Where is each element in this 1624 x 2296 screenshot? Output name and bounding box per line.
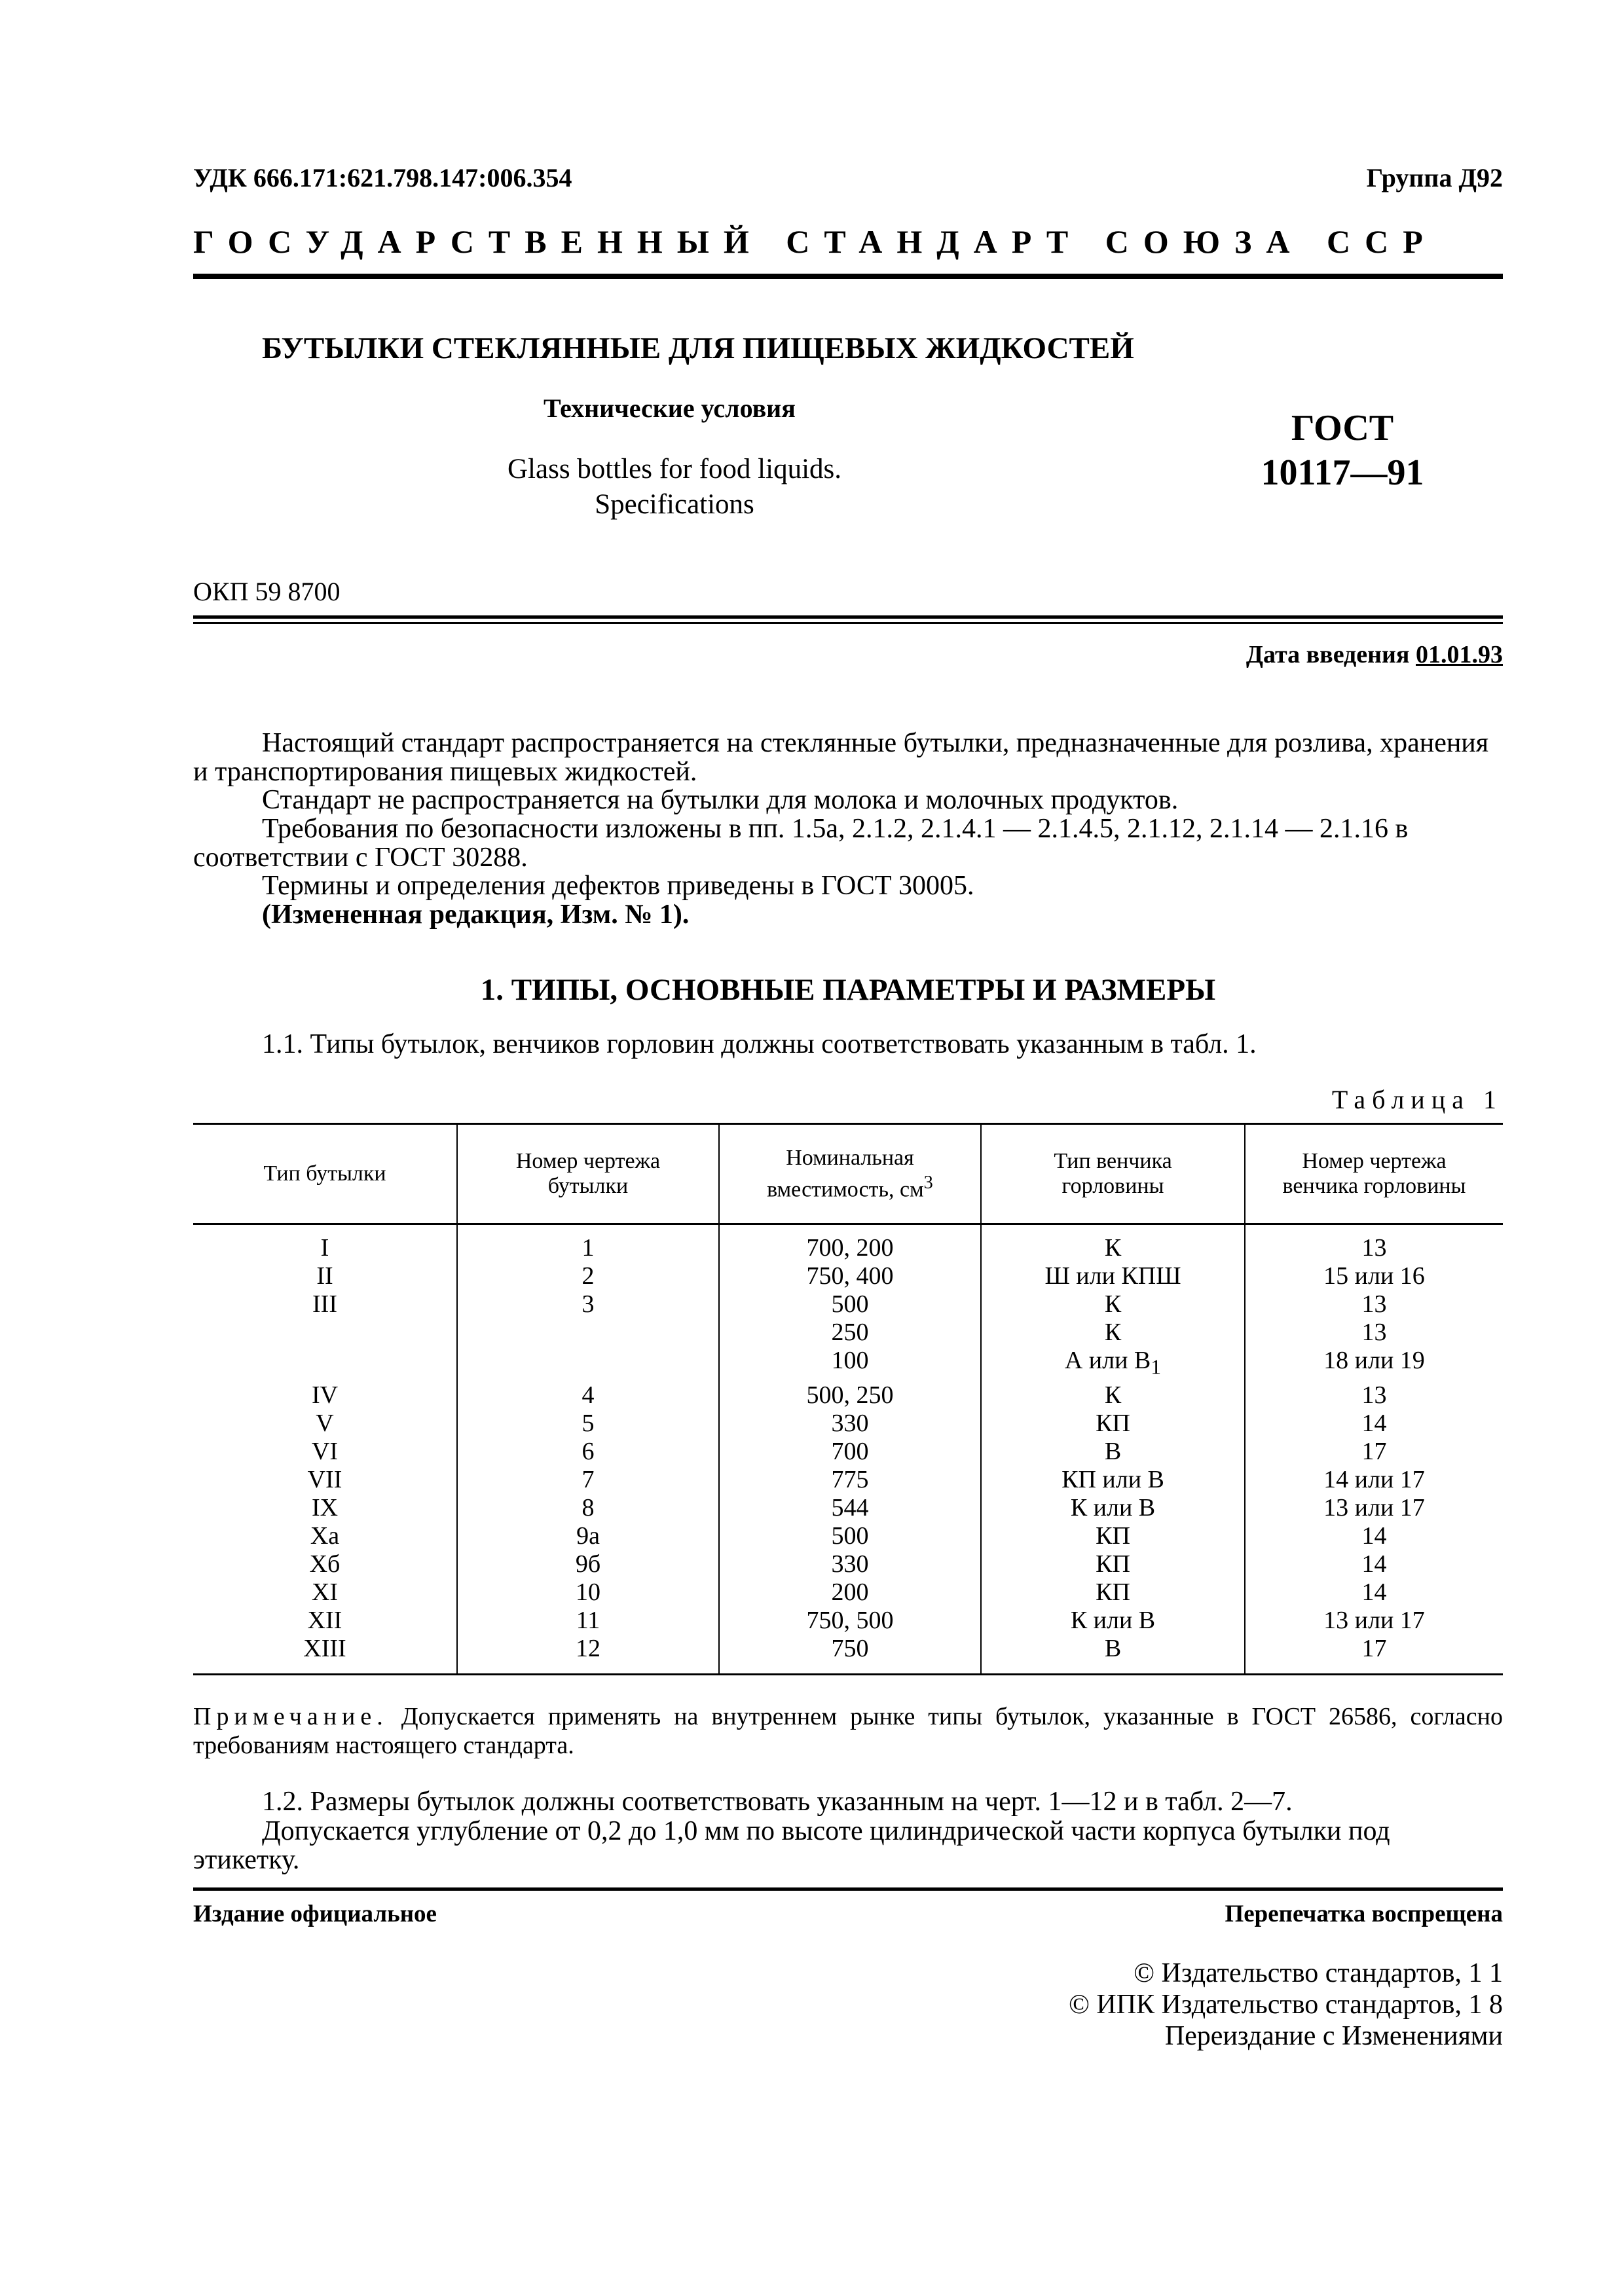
okp-rule-2 — [193, 622, 1503, 624]
cell-capacity: 330 — [719, 1410, 981, 1438]
cell-capacity: 200 — [719, 1578, 981, 1607]
cell-finish-type: К — [981, 1381, 1245, 1410]
state-standard-heading: ГОСУДАРСТВЕННЫЙ СТАНДАРТ СОЮЗА ССР — [193, 223, 1437, 260]
cell-bottle-drawing: 1 — [457, 1224, 719, 1263]
cell-finish-type: К — [981, 1290, 1245, 1319]
table-header-row — [193, 1124, 1503, 1224]
copyright-line-2: © ИПК Издательство стандартов, 1 8 — [1068, 1990, 1503, 2020]
header-capacity: Номинальная вместимость, $см^3$ — [719, 1124, 981, 1224]
gost-designation — [1244, 406, 1441, 495]
table-row — [193, 1224, 1503, 1263]
table-row — [193, 1466, 1503, 1494]
cell-bottle-drawing: 3 — [457, 1290, 719, 1319]
cell-finish-type: КП — [981, 1550, 1245, 1578]
cell-bottle-type: III — [312, 1290, 337, 1318]
cell-finish-type: К — [981, 1319, 1245, 1347]
gost-label: ГОСТ — [1291, 408, 1394, 448]
table-row — [193, 1494, 1503, 1522]
cell-bottle-type: VII — [307, 1465, 342, 1493]
cell-finish-drawing: 13 — [1245, 1290, 1503, 1319]
cell-finish-type: КП или В — [981, 1466, 1245, 1494]
table-row — [193, 1262, 1503, 1290]
table-note — [193, 1702, 1503, 1760]
table-row — [193, 1290, 1503, 1319]
table-row — [193, 1381, 1503, 1410]
cell-finish-drawing: 13 или 17 — [1245, 1607, 1503, 1635]
cell-finish-type: К или В — [981, 1607, 1245, 1635]
cell-finish-drawing: 14 — [1245, 1522, 1503, 1550]
preamble-paragraph-2: Стандарт не распространяется на бутылки для молока и молочных продуктов. — [262, 785, 1179, 815]
english-title-line1: Glass bottles for food liquids. — [507, 454, 841, 484]
cell-bottle-type: Хб — [309, 1550, 341, 1578]
okp-rule-1 — [193, 615, 1503, 619]
cell-bottle-type: VI — [311, 1437, 339, 1465]
english-title-line2: Specifications — [595, 489, 754, 520]
table-row — [193, 1578, 1503, 1607]
note-text: Допускается применять на внутреннем рынке типы бутылок, указанные в ГОСТ 26586, согласно требованиям настоящего стандарта. — [193, 1703, 1504, 1759]
cell-finish-type: К или В — [981, 1494, 1245, 1522]
cell-finish-drawing: 13 — [1245, 1319, 1503, 1347]
cell-bottle-drawing: 9б — [457, 1550, 719, 1578]
cell-bottle-drawing: 9а — [457, 1522, 719, 1550]
reprint-prohibited: Перепечатка воспрещена — [1225, 1901, 1503, 1927]
cell-finish-drawing: 13 или 17 — [1245, 1494, 1503, 1522]
cell-capacity: 250 — [719, 1319, 981, 1347]
cell-bottle-drawing — [457, 1319, 719, 1347]
cell-bottle-type: Ха — [310, 1522, 340, 1550]
introduction-date — [1246, 640, 1503, 669]
cell-finish-drawing: 18 или 19 — [1245, 1347, 1503, 1381]
cell-bottle-type: I — [320, 1234, 329, 1262]
republication-note: Переиздание с Изменениями — [1164, 2021, 1503, 2051]
header-rule — [193, 274, 1503, 279]
cell-finish-type: КП — [981, 1410, 1245, 1438]
cell-finish-type: КП — [981, 1522, 1245, 1550]
cell-bottle-type: XII — [307, 1606, 342, 1634]
table-1 — [193, 1123, 1503, 1675]
cell-finish-drawing: 13 — [1245, 1224, 1503, 1263]
copyright-block — [1069, 1958, 1503, 2052]
table-row — [193, 1410, 1503, 1438]
cell-capacity: 500 — [719, 1522, 981, 1550]
cell-finish-drawing: 15 или 16 — [1245, 1262, 1503, 1290]
cell-finish-drawing: 14 — [1245, 1410, 1503, 1438]
cell-finish-drawing: 13 — [1245, 1381, 1503, 1410]
footer-rule — [193, 1887, 1503, 1891]
header-finish-type: Тип венчика горловины — [981, 1124, 1245, 1224]
section-1-heading: 1. ТИПЫ, ОСНОВНЫЕ ПАРАМЕТРЫ И РАЗМЕРЫ — [480, 973, 1216, 1007]
copyright-line-1: © Издательство стандартов, 1 1 — [1134, 1958, 1503, 1988]
clause-1-1: 1.1. Типы бутылок, венчиков горловин должны соответствовать указанным в табл. 1. — [262, 1029, 1257, 1059]
clause-1-2: 1.2. Размеры бутылок должны соответствовать указанным на черт. 1—12 и в табл. 2—7. — [262, 1787, 1293, 1817]
cell-bottle-drawing — [457, 1347, 719, 1381]
cell-capacity: 700 — [719, 1438, 981, 1466]
udk-code: УДК 666.171:621.798.147:006.354 — [193, 163, 572, 192]
clause-1-2-recess: Допускается углубление от 0,2 до 1,0 мм по высоте цилиндрической части корпуса бутылки под этикетку. — [193, 1816, 1390, 1875]
cell-bottle-drawing: 11 — [457, 1607, 719, 1635]
cell-bottle-type: IX — [311, 1493, 339, 1522]
cell-capacity: 500, 250 — [719, 1381, 981, 1410]
cell-bottle-drawing: 10 — [457, 1578, 719, 1607]
header-bottle-drawing: Номер чертежа бутылки — [457, 1124, 719, 1224]
introduction-date-label: Дата введения — [1246, 641, 1410, 668]
gost-number: 10117—91 — [1261, 452, 1424, 493]
note-label: Примечание. — [193, 1703, 388, 1730]
table-row — [193, 1607, 1503, 1635]
table-row — [193, 1635, 1503, 1675]
okp-code: ОКП 59 8700 — [193, 577, 341, 606]
cell-finish-type: КП — [981, 1578, 1245, 1607]
cell-capacity: 700, 200 — [719, 1224, 981, 1263]
header-bottle-type: Тип бутылки — [193, 1124, 457, 1224]
cell-capacity: 750, 400 — [719, 1262, 981, 1290]
preamble-paragraph-3: Требования по безопасности изложены в пп. 1.5а, 2.1.2, 2.1.4.1 — 2.1.4.5, 2.1.12, 2.1.14 — 2.1.16 в соответствии с ГОСТ 30288. — [193, 814, 1409, 873]
cell-capacity: 330 — [719, 1550, 981, 1578]
cell-finish-type: Ш или КПШ — [981, 1262, 1245, 1290]
cell-finish-drawing: 14 — [1245, 1578, 1503, 1607]
table-1-caption: Таблица 1 — [1331, 1085, 1503, 1114]
cell-finish-type: В — [981, 1438, 1245, 1466]
cell-finish-drawing: 14 — [1245, 1550, 1503, 1578]
cell-bottle-type: V — [316, 1409, 334, 1437]
cell-finish-drawing: 17 — [1245, 1635, 1503, 1675]
cell-bottle-drawing: 12 — [457, 1635, 719, 1675]
english-title — [458, 452, 891, 522]
cell-bottle-type: II — [316, 1262, 333, 1290]
cell-capacity: 750, 500 — [719, 1607, 981, 1635]
table-row — [193, 1522, 1503, 1550]
table-row — [193, 1319, 1503, 1347]
cell-finish-type: А или $В_1$ — [981, 1347, 1245, 1381]
cell-capacity: 775 — [719, 1466, 981, 1494]
cell-bottle-drawing: 2 — [457, 1262, 719, 1290]
cell-bottle-drawing: 5 — [457, 1410, 719, 1438]
cell-capacity: 100 — [719, 1347, 981, 1381]
document-subtitle: Технические условия — [544, 393, 796, 423]
amendment-note: (Измененная редакция, Изм. № 1). — [262, 900, 690, 930]
cell-capacity: 750 — [719, 1635, 981, 1675]
table-row — [193, 1438, 1503, 1466]
cell-bottle-type: XI — [311, 1578, 339, 1606]
cell-bottle-type: IV — [311, 1381, 339, 1409]
cell-finish-type: К — [981, 1224, 1245, 1263]
introduction-date-value: 01.01.93 — [1416, 641, 1503, 668]
header-finish-drawing: Номер чертежа венчика горловины — [1245, 1124, 1503, 1224]
cell-bottle-type — [193, 1319, 457, 1347]
cell-capacity: 544 — [719, 1494, 981, 1522]
cell-bottle-type: XIII — [193, 1635, 457, 1675]
cell-finish-drawing: 17 — [1245, 1438, 1503, 1466]
cell-finish-drawing: 14 или 17 — [1245, 1466, 1503, 1494]
cell-bottle-type — [193, 1347, 457, 1381]
preamble-paragraph-4: Термины и определения дефектов приведены в ГОСТ 30005. — [262, 871, 974, 901]
group-code: Группа Д92 — [1366, 163, 1503, 192]
cell-bottle-drawing: 6 — [457, 1438, 719, 1466]
table-row — [193, 1550, 1503, 1578]
document-title: БУТЫЛКИ СТЕКЛЯННЫЕ ДЛЯ ПИЩЕВЫХ ЖИДКОСТЕЙ — [262, 331, 1134, 365]
cell-capacity: 500 — [719, 1290, 981, 1319]
cell-finish-type: В — [981, 1635, 1245, 1675]
preamble-paragraph-1: Настоящий стандарт распространяется на стеклянные бутылки, предназначенные для розлива, хранения и транспортирования пищевых жидкостей. — [193, 728, 1489, 787]
official-edition: Издание официальное — [193, 1901, 437, 1927]
cell-bottle-drawing: 7 — [457, 1466, 719, 1494]
cell-bottle-drawing: 8 — [457, 1494, 719, 1522]
cell-bottle-drawing: 4 — [457, 1381, 719, 1410]
table-row — [193, 1347, 1503, 1381]
